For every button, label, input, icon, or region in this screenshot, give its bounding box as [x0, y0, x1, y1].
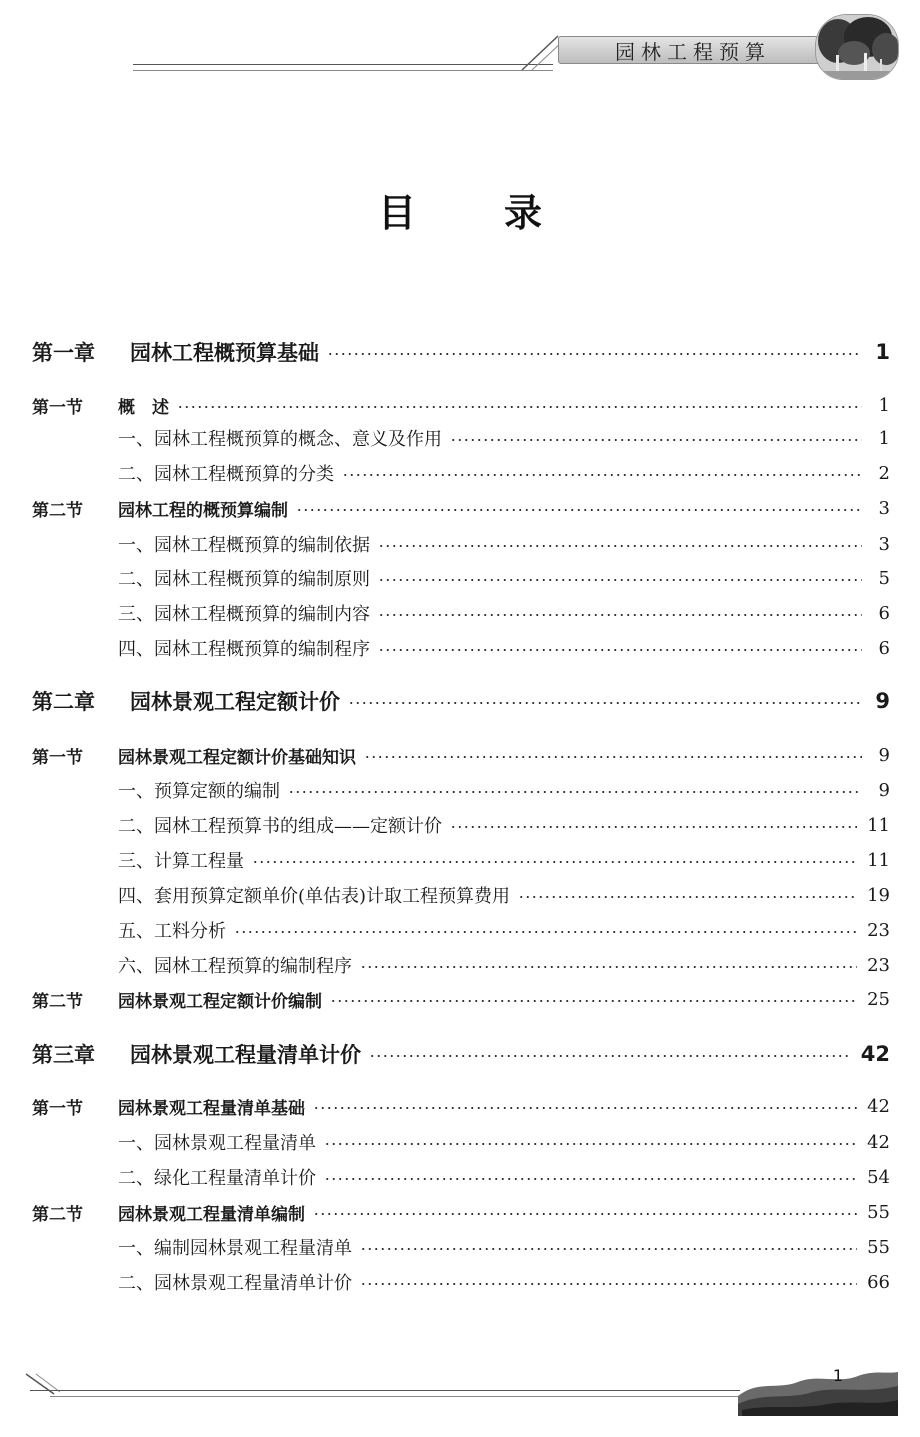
toc-dot-leader	[360, 1283, 857, 1285]
toc-item-row[interactable]	[118, 1162, 890, 1192]
toc-title: 二、园林工程预算书的组成——定额计价	[118, 816, 442, 837]
toc-dot-leader	[342, 474, 862, 476]
toc-dot-leader	[518, 896, 857, 898]
header-rule-secondary	[133, 70, 553, 71]
toc-item-row[interactable]	[118, 458, 890, 488]
header-rule	[133, 64, 553, 65]
toc-dot-leader	[252, 861, 857, 863]
toc-page-number: 23	[867, 954, 890, 976]
toc-dot-leader	[378, 545, 862, 547]
footer-rule-secondary	[50, 1396, 740, 1397]
footer-rule	[30, 1390, 740, 1391]
toc-section-row[interactable]	[32, 493, 890, 523]
toc-dot-leader	[360, 1248, 857, 1250]
toc-title: 六、园林工程预算的编制程序	[118, 956, 352, 977]
toc-number: 第二节	[32, 1204, 83, 1225]
toc-dot-leader	[378, 579, 862, 581]
toc-title: 一、园林景观工程量清单	[118, 1133, 316, 1154]
toc-page-number: 9	[878, 779, 890, 801]
toc-chapter-row[interactable]	[32, 337, 890, 367]
footer-landscape-decoration	[738, 1360, 898, 1416]
toc-page-number: 42	[860, 1042, 890, 1066]
footer-diagonal-decoration	[24, 1372, 60, 1398]
toc-page-number: 11	[867, 814, 890, 836]
toc-page-number: 3	[878, 497, 890, 519]
toc-item-row[interactable]	[118, 1127, 890, 1157]
toc-dot-leader	[324, 1143, 857, 1145]
toc-number: 第二节	[32, 500, 83, 521]
toc-item-row[interactable]	[118, 915, 890, 945]
page-number: 1	[832, 1366, 844, 1385]
toc-item-row[interactable]	[118, 810, 890, 840]
toc-page-number: 1	[878, 427, 890, 449]
header-book-title: 园林工程预算	[558, 36, 828, 64]
toc-dot-leader	[313, 1213, 857, 1215]
toc-dot-leader	[330, 1000, 857, 1002]
toc-page-number: 54	[867, 1166, 890, 1188]
toc-page-number: 6	[878, 602, 890, 624]
toc-page-number: 5	[878, 567, 890, 589]
toc-number: 第三章	[32, 1043, 95, 1067]
toc-page-number: 23	[867, 919, 890, 941]
toc-page-number: 6	[878, 637, 890, 659]
toc-number: 第一章	[32, 341, 95, 365]
toc-item-row[interactable]	[118, 633, 890, 663]
toc-number: 第二节	[32, 991, 83, 1012]
toc-title: 园林景观工程定额计价	[130, 690, 340, 714]
toc-dot-leader	[234, 931, 857, 933]
toc-item-row[interactable]	[118, 1232, 890, 1262]
toc-title: 园林景观工程量清单基础	[118, 1098, 305, 1119]
toc-number: 第一节	[32, 747, 83, 768]
toc-dot-leader	[296, 509, 862, 511]
toc-title: 二、园林工程概预算的编制原则	[118, 569, 370, 590]
toc-page-number: 3	[878, 533, 890, 555]
toc-page-number: 1	[878, 394, 890, 416]
toc-dot-leader	[177, 406, 862, 408]
toc-title: 四、园林工程概预算的编制程序	[118, 639, 370, 660]
toc-title: 一、园林工程概预算的概念、意义及作用	[118, 429, 442, 450]
toc-title: 园林景观工程定额计价编制	[118, 991, 322, 1012]
toc-dot-leader	[324, 1178, 857, 1180]
toc-title: 一、编制园林景观工程量清单	[118, 1238, 352, 1259]
toc-title: 二、园林景观工程量清单计价	[118, 1273, 352, 1294]
toc-page-number: 55	[867, 1201, 890, 1223]
toc-number: 第一节	[32, 1098, 83, 1119]
toc-page-number: 25	[867, 988, 890, 1010]
toc-dot-leader	[364, 756, 862, 758]
toc-dot-leader	[369, 1055, 851, 1057]
toc-dot-leader	[378, 649, 862, 651]
toc-item-row[interactable]	[118, 598, 890, 628]
toc-number: 第一节	[32, 397, 83, 418]
toc-title: 三、园林工程概预算的编制内容	[118, 604, 370, 625]
toc-dot-leader	[327, 353, 862, 355]
toc-title: 概 述	[118, 397, 169, 418]
toc-chapter-row[interactable]	[32, 686, 890, 716]
toc-title: 园林景观工程量清单计价	[130, 1043, 361, 1067]
toc-page-number: 11	[867, 849, 890, 871]
toc-page-number: 1	[875, 340, 890, 364]
toc-chapter-row[interactable]	[32, 1039, 890, 1069]
toc-page-number: 66	[867, 1271, 890, 1293]
toc-page-number: 9	[878, 744, 890, 766]
toc-dot-leader	[348, 702, 862, 704]
toc-title: 二、绿化工程量清单计价	[118, 1168, 316, 1189]
toc-page-number: 2	[878, 462, 890, 484]
toc-title: 园林景观工程定额计价基础知识	[118, 747, 356, 768]
toc-item-row[interactable]	[118, 845, 890, 875]
toc-section-row[interactable]	[32, 740, 890, 770]
toc-page-number: 55	[867, 1236, 890, 1258]
toc-page-number: 42	[867, 1131, 890, 1153]
toc-item-row[interactable]	[118, 529, 890, 559]
toc-section-row[interactable]	[32, 1091, 890, 1121]
toc-dot-leader	[360, 966, 857, 968]
toc-title: 一、园林工程概预算的编制依据	[118, 535, 370, 556]
toc-item-row[interactable]	[118, 1267, 890, 1297]
toc-section-row[interactable]	[32, 390, 890, 420]
toc-section-row[interactable]	[32, 984, 890, 1014]
toc-section-row[interactable]	[32, 1197, 890, 1227]
toc-title: 二、园林工程概预算的分类	[118, 464, 334, 485]
toc-page-number: 9	[875, 689, 890, 713]
toc-title: 园林工程的概预算编制	[118, 500, 288, 521]
toc-title: 三、计算工程量	[118, 851, 244, 872]
toc-dot-leader	[450, 826, 857, 828]
toc-page-number: 42	[867, 1095, 890, 1117]
toc-page-number: 19	[867, 884, 890, 906]
toc-dot-leader	[313, 1107, 857, 1109]
toc-item-row[interactable]	[118, 880, 890, 910]
toc-item-row[interactable]	[118, 775, 890, 805]
toc-dot-leader	[378, 614, 862, 616]
toc-title: 五、工料分析	[118, 921, 226, 942]
toc-item-row[interactable]	[118, 423, 890, 453]
toc-title: 园林工程概预算基础	[130, 341, 319, 365]
toc-title: 四、套用预算定额单价(单估表)计取工程预算费用	[118, 886, 511, 907]
header-tree-photo	[815, 14, 899, 80]
toc-dot-leader	[450, 439, 862, 441]
toc-item-row[interactable]	[118, 950, 890, 980]
toc-title: 园林景观工程量清单编制	[118, 1204, 305, 1225]
toc-number: 第二章	[32, 690, 95, 714]
toc-item-row[interactable]	[118, 563, 890, 593]
toc-dot-leader	[288, 791, 862, 793]
page-title: 目录	[377, 191, 630, 235]
toc-title: 一、预算定额的编制	[118, 781, 280, 802]
